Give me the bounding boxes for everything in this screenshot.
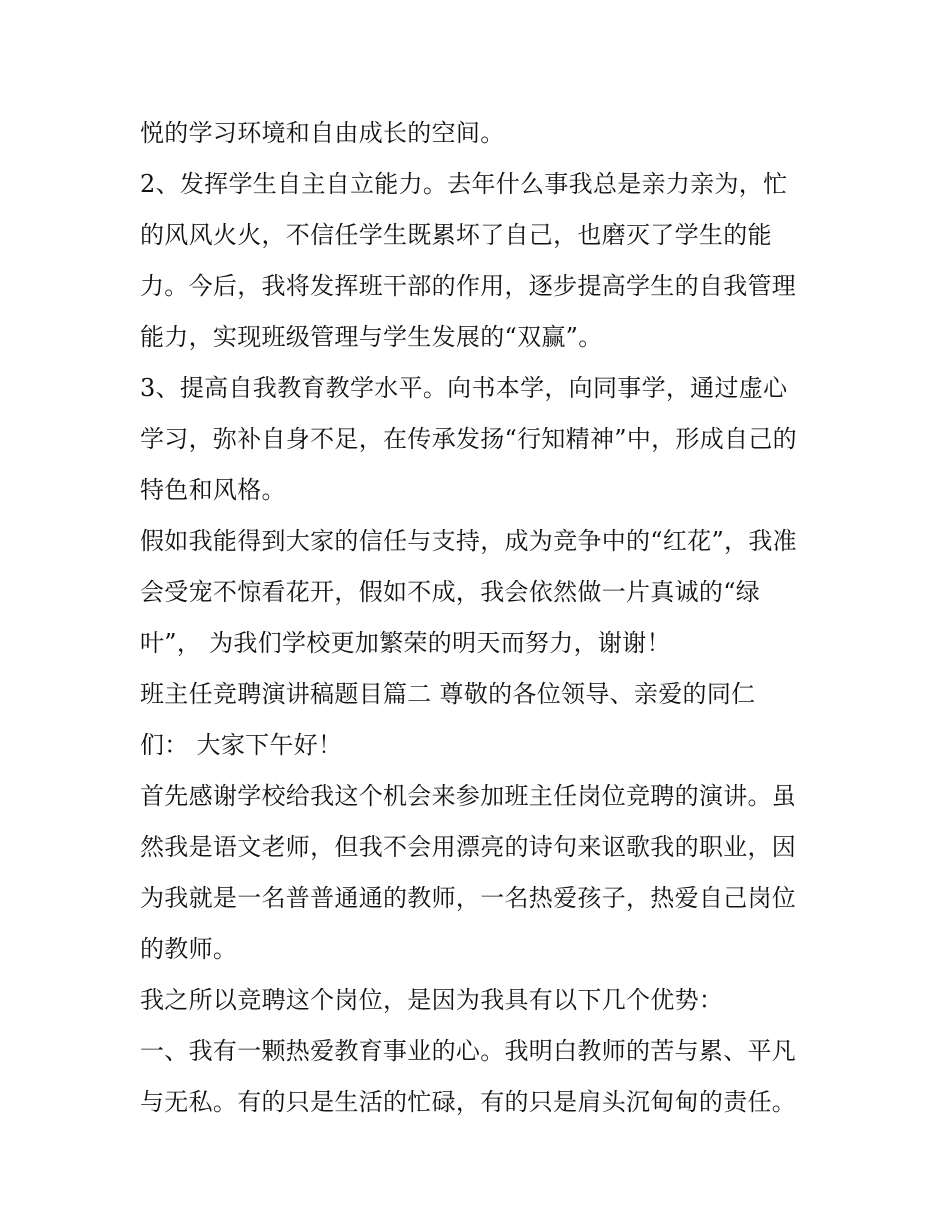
- text-line: 能力，实现班级管理与学生发展的“双赢”。: [140, 323, 603, 351]
- text-line: 力。今后，我将发挥班干部的作用，逐步提高学生的自我管理: [140, 272, 797, 300]
- text-line: 的风风火火，不信任学生既累坏了自己，也磨灭了学生的能: [140, 221, 772, 249]
- text-line: 我之所以竞聘这个岗位，是因为我具有以下几个优势：: [140, 986, 724, 1014]
- text-line: 假如我能得到大家的信任与支持，成为竞争中的“红花”，我准: [140, 527, 797, 555]
- document-body: [140, 108, 820, 1128]
- text-line: 然我是语文老师，但我不会用漂亮的诗句来讴歌我的职业，因: [140, 833, 797, 861]
- section-heading-line: 班主任竞聘演讲稿题目篇二 尊敬的各位领导、亲爱的同仁: [140, 680, 756, 708]
- text-line: 2、发挥学生自主自立能力。去年什么事我总是亲力亲为，忙: [140, 170, 788, 198]
- text-line: 一、我有一颗热爱教育事业的心。我明白教师的苦与累、平凡: [140, 1037, 797, 1065]
- text-line: 学习，弥补自身不足，在传承发扬“行知精神”中，形成自己的: [140, 425, 797, 453]
- text-line: 会受宠不惊看花开，假如不成，我会依然做一片真诚的“绿: [140, 578, 761, 606]
- text-line: 的教师。: [140, 935, 238, 963]
- text-line: 们： 大家下午好！: [140, 731, 343, 759]
- text-line: 悦的学习环境和自由成长的空间。: [140, 119, 505, 147]
- text-line: 特色和风格。: [140, 476, 286, 504]
- text-line: 3、提高自我教育教学水平。向书本学，向同事学，通过虚心: [140, 374, 788, 402]
- text-line: 与无私。有的只是生活的忙碌，有的只是肩头沉甸甸的责任。: [140, 1088, 797, 1116]
- text-line: 叶”， 为我们学校更加繁荣的明天而努力，谢谢！: [140, 629, 671, 657]
- text-line: 为我就是一名普普通通的教师，一名热爱孩子，热爱自己岗位: [140, 884, 797, 912]
- text-line: 首先感谢学校给我这个机会来参加班主任岗位竞聘的演讲。虽: [140, 782, 797, 810]
